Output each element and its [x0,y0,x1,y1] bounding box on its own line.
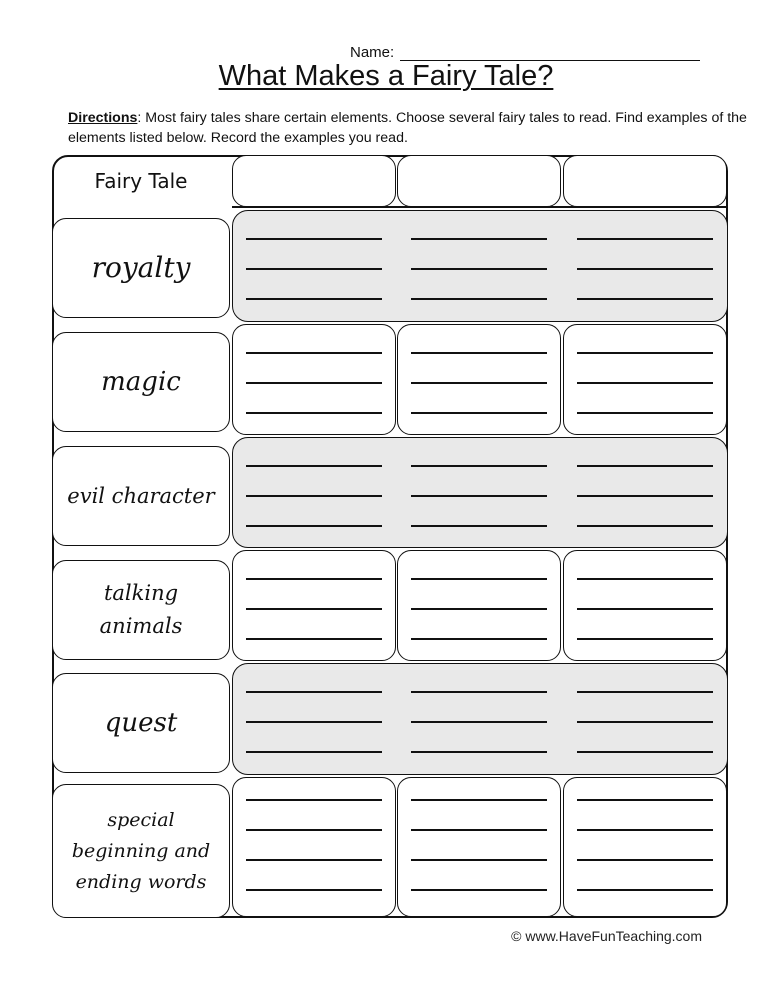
element-label: magic [101,367,181,397]
answer-writing-line[interactable] [577,382,713,384]
answer-writing-line[interactable] [411,238,547,240]
answer-writing-line[interactable] [411,889,547,891]
answer-writing-line[interactable] [577,859,713,861]
answer-writing-line[interactable] [411,495,547,497]
header-cell-fairy-tale-1[interactable] [232,155,396,207]
answer-writing-line[interactable] [246,298,382,300]
answer-writing-line[interactable] [577,238,713,240]
copyright-footer: © www.HaveFunTeaching.com [511,928,702,944]
name-blank-line[interactable] [400,44,700,61]
answer-writing-line[interactable] [246,608,382,610]
answer-writing-line[interactable] [577,691,713,693]
answer-cell [563,777,727,917]
answer-cell [232,324,396,435]
answer-writing-line[interactable] [246,889,382,891]
answer-writing-line[interactable] [246,495,382,497]
element-label-box [52,784,230,918]
answer-writing-line[interactable] [577,525,713,527]
answer-writing-line[interactable] [411,721,547,723]
name-label: Name: [350,44,395,61]
answer-writing-line[interactable] [246,829,382,831]
answer-cell [232,777,396,917]
header-divider [232,206,728,208]
answer-writing-line[interactable] [246,578,382,580]
answer-cell [232,550,396,661]
page-title: What Makes a Fairy Tale? [218,60,554,92]
directions-label: Directions [68,110,138,126]
element-label: talking animals [99,581,183,638]
answer-writing-line[interactable] [411,268,547,270]
answer-cell [397,324,561,435]
element-label: evil character [67,483,215,508]
answer-writing-line[interactable] [577,829,713,831]
answer-writing-line[interactable] [411,352,547,354]
answer-writing-line[interactable] [411,829,547,831]
directions-text: : Most fairy tales share certain elements. Choose several fairy tales to read. Find examples of the elements listed below. Record the examples you read. [68,110,747,146]
header-cell-fairy-tale-2[interactable] [397,155,561,207]
answer-writing-line[interactable] [411,799,547,801]
answer-writing-line[interactable] [246,382,382,384]
answer-writing-line[interactable] [246,751,382,753]
answer-writing-line[interactable] [411,412,547,414]
answer-writing-line[interactable] [411,691,547,693]
answer-writing-line[interactable] [411,578,547,580]
answer-writing-line[interactable] [577,495,713,497]
element-label-box [52,560,230,660]
answer-writing-line[interactable] [577,578,713,580]
shaded-row-band [232,210,728,322]
answer-writing-line[interactable] [411,465,547,467]
answer-writing-line[interactable] [246,238,382,240]
element-label-box [52,673,230,773]
answer-writing-line[interactable] [246,799,382,801]
answer-cell [397,777,561,917]
answer-writing-line[interactable] [411,608,547,610]
element-label: royalty [91,251,191,284]
element-label-box [52,446,230,546]
header-cell-fairy-tale-3[interactable] [563,155,727,207]
header-fairy-tale-label: Fairy Tale [94,169,188,193]
answer-writing-line[interactable] [577,608,713,610]
name-field [350,44,700,61]
element-label: special beginning and ending words [71,808,211,893]
answer-writing-line[interactable] [577,721,713,723]
answer-writing-line[interactable] [246,721,382,723]
answer-writing-line[interactable] [246,268,382,270]
answer-cell [563,324,727,435]
answer-writing-line[interactable] [411,298,547,300]
answer-writing-line[interactable] [577,799,713,801]
answer-writing-line[interactable] [577,751,713,753]
answer-writing-line[interactable] [577,465,713,467]
answer-writing-line[interactable] [577,412,713,414]
answer-writing-line[interactable] [411,382,547,384]
directions [68,108,748,148]
answer-writing-line[interactable] [246,525,382,527]
element-label-box [52,332,230,432]
element-label: quest [104,708,178,738]
answer-writing-line[interactable] [577,352,713,354]
answer-writing-line[interactable] [411,751,547,753]
answer-cell [397,550,561,661]
answer-cell [563,550,727,661]
answer-writing-line[interactable] [246,859,382,861]
answer-writing-line[interactable] [246,638,382,640]
answer-writing-line[interactable] [577,889,713,891]
answer-writing-line[interactable] [246,465,382,467]
answer-writing-line[interactable] [577,298,713,300]
answer-writing-line[interactable] [246,352,382,354]
element-label-box [52,218,230,318]
shaded-row-band [232,437,728,548]
answer-writing-line[interactable] [411,638,547,640]
answer-writing-line[interactable] [246,691,382,693]
answer-writing-line[interactable] [577,638,713,640]
answer-writing-line[interactable] [577,268,713,270]
answer-writing-line[interactable] [411,525,547,527]
answer-writing-line[interactable] [246,412,382,414]
answer-writing-line[interactable] [411,859,547,861]
shaded-row-band [232,663,728,775]
